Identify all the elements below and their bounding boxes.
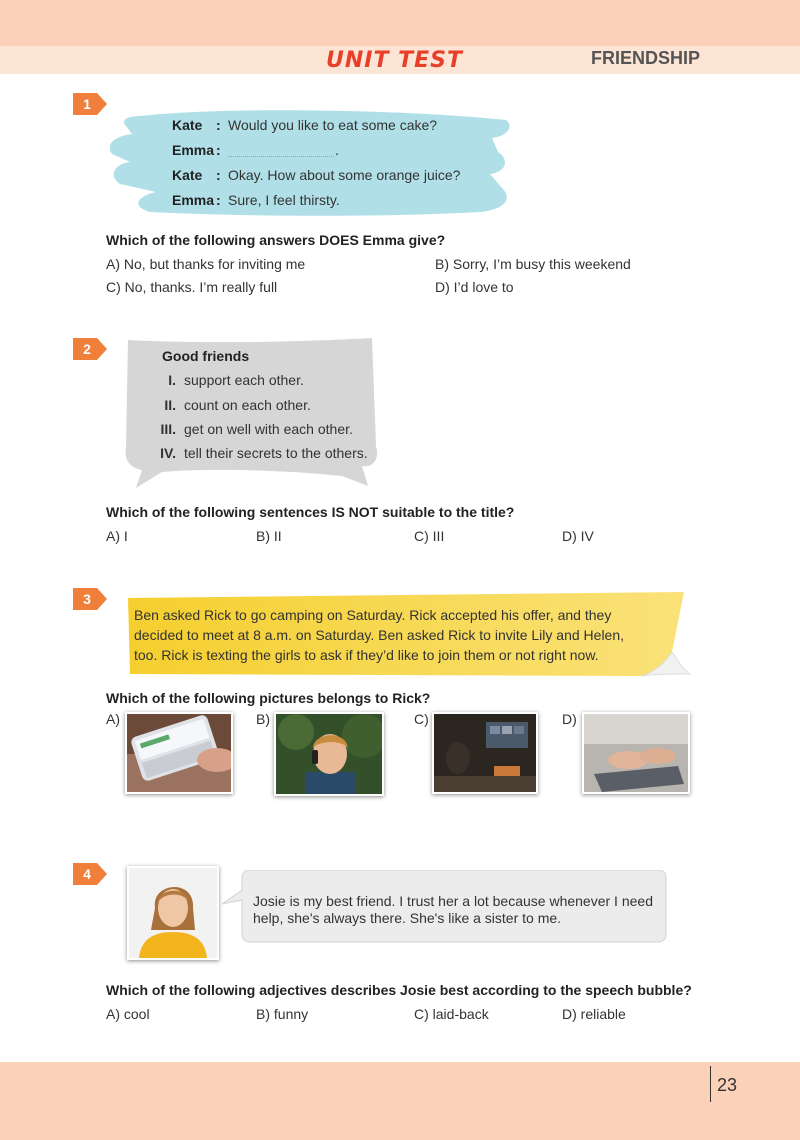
answer-option-b[interactable]: B) funny — [256, 1006, 309, 1022]
picture-option-label: D) — [562, 711, 577, 727]
blank-period: . — [335, 142, 339, 158]
picture-option-label: B) — [256, 711, 270, 727]
picture-option-boy-on-phone[interactable] — [274, 712, 384, 796]
dialogue-speaker: Kate — [172, 167, 203, 183]
list-item: count on each other. — [184, 397, 311, 413]
answer-blank — [228, 156, 334, 157]
chapter-title: FRIENDSHIP — [591, 48, 701, 68]
answer-option-d[interactable]: D) reliable — [562, 1006, 626, 1022]
answer-option-c[interactable]: C) III — [414, 528, 445, 544]
dialogue-colon: : — [216, 142, 221, 158]
picture-option-watching-tv[interactable] — [432, 712, 538, 794]
grey-banner — [122, 336, 380, 494]
portrait-photo-josie — [127, 866, 219, 960]
dialogue-speaker: Kate — [172, 117, 203, 133]
picture-option-label: C) — [414, 711, 429, 727]
answer-option-c[interactable]: C) No, thanks. I’m really full — [106, 279, 278, 295]
dialogue-colon: : — [216, 117, 221, 133]
question-number-tag: 2 — [73, 338, 105, 360]
question-text: Which of the following pictures belongs to Rick? — [106, 690, 431, 706]
answer-option-b[interactable]: B) II — [256, 528, 282, 544]
page-number-divider — [710, 1066, 711, 1102]
list-item: tell their secrets to the others. — [184, 445, 368, 461]
note-line: decided to meet at 8 a.m. on Saturday. Ben asked Rick to invite Lily and Helen, — [134, 627, 625, 643]
question-number-tag: 3 — [73, 588, 105, 610]
answer-option-a[interactable]: A) No, but thanks for inviting me — [106, 256, 306, 272]
dialogue-line: Sure, I feel thirsty. — [228, 192, 340, 208]
speech-bubble-line: Josie is my best friend. I trust her a lot because whenever I need — [253, 893, 653, 909]
dialogue-line: Would you like to eat some cake? — [228, 117, 438, 133]
dialogue-colon: : — [216, 192, 221, 208]
dialogue-line: Okay. How about some orange juice? — [228, 167, 461, 183]
roman-numeral: II. — [164, 397, 176, 413]
question-number-tag: 1 — [73, 93, 105, 115]
page-number: 23 — [717, 1075, 738, 1095]
note-line: too. Rick is texting the girls to ask if they’d like to join them or not right now. — [134, 647, 599, 663]
roman-numeral: I. — [168, 372, 176, 388]
list-item: get on well with each other. — [184, 421, 353, 437]
answer-option-a[interactable]: A) I — [106, 528, 128, 544]
answer-option-b[interactable]: B) Sorry, I’m busy this weekend — [435, 256, 631, 272]
picture-option-laptop-typing[interactable] — [582, 712, 690, 794]
question-text: Which of the following answers DOES Emma give? — [106, 232, 446, 248]
question-number-tag: 4 — [73, 863, 105, 885]
question-text: Which of the following sentences IS NOT suitable to the title? — [106, 504, 515, 520]
note-line: Ben asked Rick to go camping on Saturday. Rick accepted his offer, and they — [134, 607, 612, 623]
answer-option-d[interactable]: D) I’d love to — [435, 279, 514, 295]
list-item: support each other. — [184, 372, 304, 388]
unit-title: UNIT TEST — [326, 48, 464, 73]
answer-option-d[interactable]: D) IV — [562, 528, 594, 544]
footer-band — [0, 1062, 800, 1140]
answer-option-a[interactable]: A) cool — [106, 1006, 150, 1022]
dialogue-speaker: Emma — [172, 142, 215, 158]
dialogue-speaker: Emma — [172, 192, 215, 208]
question-text: Which of the following adjectives describes Josie best according to the speech bubble? — [106, 982, 692, 998]
picture-option-label: A) — [106, 711, 120, 727]
banner-title: Good friends — [162, 348, 250, 364]
roman-numeral: III. — [160, 421, 176, 437]
answer-option-c[interactable]: C) laid-back — [414, 1006, 489, 1022]
roman-numeral: IV. — [160, 445, 176, 461]
dialogue-colon: : — [216, 167, 221, 183]
header-band — [0, 0, 800, 46]
picture-option-texting-phone[interactable] — [125, 712, 233, 794]
speech-bubble-line: help, she's always there. She's like a sister to me. — [253, 910, 562, 926]
